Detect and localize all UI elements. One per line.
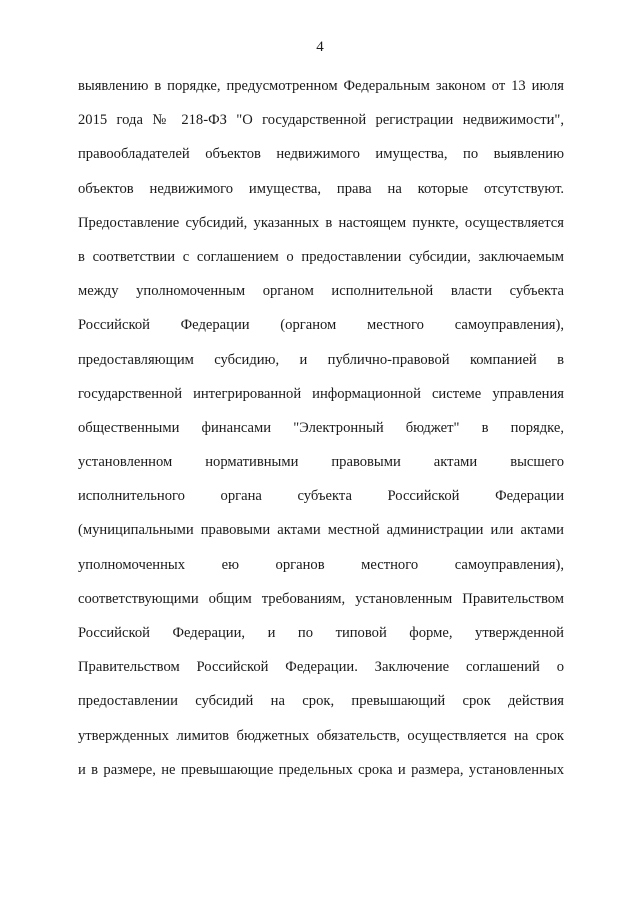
- text-line: Российской Федерации (органом местного самоуправления),: [78, 317, 564, 334]
- text-line: установленном нормативными правовыми актами высшего: [78, 454, 564, 471]
- text-line: общественными финансами "Электронный бюджет" в порядке,: [78, 419, 564, 436]
- text-line: утвержденных лимитов бюджетных обязательств, осуществляется на срок: [78, 727, 564, 744]
- text-line: предоставлении субсидий на срок, превышающий срок действия: [78, 693, 564, 710]
- text-line: соответствующими общим требованиям, установленным Правительством: [78, 590, 564, 607]
- text-line: и в размере, не превышающие предельных срока и размера, установленных: [78, 761, 564, 778]
- text-line: 2015 года № 218-ФЗ "О государственной регистрации недвижимости",: [78, 112, 564, 129]
- text-line: государственной интегрированной информационной системе управления: [78, 385, 564, 402]
- text-line: правообладателей объектов недвижимого имущества, по выявлению: [78, 146, 564, 163]
- text-line: предоставляющим субсидию, и публично-правовой компанией в: [78, 351, 564, 368]
- page-number: 4: [316, 39, 324, 55]
- text-line: выявлению в порядке, предусмотренном Федеральным законом от 13 июля: [78, 78, 564, 94]
- text-line: исполнительного органа субъекта Российской Федерации: [78, 488, 564, 505]
- text-line: Российской Федерации, и по типовой форме, утвержденной: [78, 625, 564, 641]
- text-line: в соответствии с соглашением о предоставлении субсидии, заключаемым: [78, 248, 564, 265]
- text-line: Правительством Российской Федерации. Заключение соглашений о: [78, 659, 564, 676]
- document-body: [78, 76, 564, 794]
- text-line: уполномоченных ею органов местного самоуправления),: [78, 556, 564, 573]
- text-line: объектов недвижимого имущества, права на которые отсутствуют.: [78, 180, 564, 197]
- text-line: (муниципальными правовыми актами местной администрации или актами: [78, 522, 564, 539]
- text-line: Предоставление субсидий, указанных в настоящем пункте, осуществляется: [78, 214, 564, 231]
- text-line: между уполномоченным органом исполнительной власти субъекта: [78, 283, 564, 300]
